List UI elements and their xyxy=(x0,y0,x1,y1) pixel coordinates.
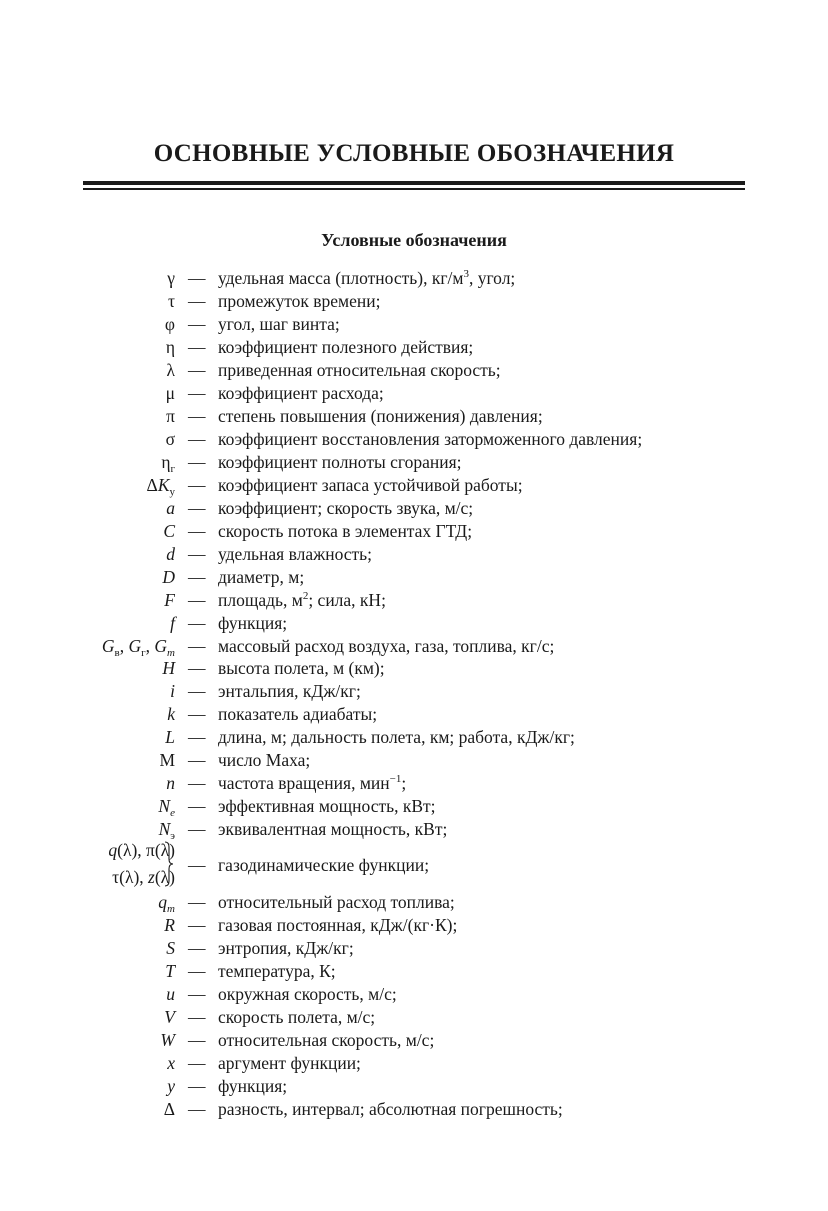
separator-dash: — xyxy=(188,796,206,817)
symbol-notation: $N_э$ xyxy=(158,819,175,843)
separator-dash: — xyxy=(188,681,206,702)
symbol-notation: n xyxy=(166,773,175,794)
symbol-row xyxy=(0,590,828,613)
symbol-notation: Δ xyxy=(163,1098,175,1119)
symbol-row xyxy=(0,796,828,819)
separator-dash: — xyxy=(188,497,206,518)
symbol-notation: T xyxy=(165,961,175,982)
symbol-notation: a xyxy=(166,497,175,518)
symbol-notation: R xyxy=(164,915,175,936)
symbol-description: функция; xyxy=(218,612,288,633)
separator-dash: — xyxy=(188,382,206,403)
symbol-description: коэффициент расхода; xyxy=(218,382,384,403)
separator-dash: — xyxy=(188,961,206,982)
symbol-list xyxy=(0,268,828,1122)
symbol-description: площадь, $м^2$; сила, кН; xyxy=(218,589,386,610)
symbol-notation: $\Delta K_у$ xyxy=(146,474,175,498)
separator-dash: — xyxy=(188,984,206,1005)
symbol-description: степень повышения (понижения) давления; xyxy=(218,405,543,426)
symbol-notation: $\eta_г$ xyxy=(161,451,175,475)
symbol-description: коэффициент восстановления заторможенного давления; xyxy=(218,428,643,449)
symbol-notation: $q_m$ xyxy=(158,892,175,916)
symbol-notation: k xyxy=(167,704,175,725)
symbol-description: температура, К; xyxy=(218,961,336,982)
section-subtitle: Условные обозначения xyxy=(321,230,507,250)
symbol-description: энтальпия, кДж/кг; xyxy=(218,681,361,702)
separator-dash: — xyxy=(188,704,206,725)
symbol-notation: λ xyxy=(166,359,175,380)
separator-dash: — xyxy=(188,750,206,771)
symbol-description: газовая постоянная, кДж/(кг·К); xyxy=(218,915,458,936)
symbol-description: разность, интервал; абсолютная погрешность; xyxy=(218,1098,563,1119)
symbol-row xyxy=(0,892,828,915)
separator-dash: — xyxy=(188,313,206,334)
separator-dash: — xyxy=(188,635,206,656)
symbol-row xyxy=(0,681,828,704)
separator-dash: — xyxy=(188,727,206,748)
symbol-description: длина, м; дальность полета, км; работа, кДж/кг; xyxy=(218,727,575,748)
symbol-notation: L xyxy=(165,727,175,748)
symbol-description: эффективная мощность, кВт; xyxy=(218,796,436,817)
symbol-description: скорость потока в элементах ГТД; xyxy=(218,520,473,541)
symbol-description: коэффициент полноты сгорания; xyxy=(218,451,462,472)
symbol-row xyxy=(0,1053,828,1076)
symbol-row xyxy=(0,475,828,498)
symbol-description: частота вращения, мин$^{-1}$; xyxy=(218,773,407,794)
symbol-notation: d xyxy=(166,543,175,564)
symbol-notation: $G_в$, $G_г$, $G_m$ xyxy=(101,635,175,659)
symbol-description: газодинамические функции; xyxy=(218,855,430,876)
separator-dash: — xyxy=(188,405,206,426)
symbol-row xyxy=(0,429,828,452)
symbol-description: удельная влажность; xyxy=(218,543,373,564)
symbol-notation: σ xyxy=(165,428,175,449)
symbol-row xyxy=(0,915,828,938)
symbol-notation: H xyxy=(162,658,175,679)
symbol-description: промежуток времени; xyxy=(218,290,381,311)
separator-dash: — xyxy=(188,520,206,541)
separator-dash: — xyxy=(188,566,206,587)
separator-dash: — xyxy=(188,589,206,610)
symbol-row xyxy=(0,383,828,406)
symbol-description: массовый расход воздуха, газа, топлива, кг/с; xyxy=(218,635,555,656)
symbol-row xyxy=(0,938,828,961)
symbol-notation: x xyxy=(167,1053,175,1073)
symbol-description: относительный расход топлива; xyxy=(218,892,455,913)
separator-dash: — xyxy=(188,1007,206,1028)
symbol-description: высота полета, м (км); xyxy=(218,658,385,679)
symbol-notation: F xyxy=(164,589,175,610)
separator-dash: — xyxy=(188,290,206,311)
symbol-notation: f xyxy=(170,612,175,633)
separator-dash: — xyxy=(188,359,206,380)
separator-dash: — xyxy=(188,451,206,472)
symbol-row xyxy=(0,314,828,337)
title-rule-thick xyxy=(83,181,745,185)
symbol-row xyxy=(0,984,828,1007)
symbol-notation: τ xyxy=(167,290,175,311)
symbol-notation: y xyxy=(167,1075,175,1096)
title-rule-thin xyxy=(83,188,745,190)
symbol-row xyxy=(0,544,828,567)
symbol-notation: μ xyxy=(165,382,175,403)
symbol-row xyxy=(0,360,828,383)
separator-dash: — xyxy=(188,938,206,959)
symbol-row xyxy=(0,337,828,360)
symbol-row xyxy=(0,961,828,984)
symbol-row xyxy=(0,521,828,544)
symbol-description: число Маха; xyxy=(218,750,311,771)
symbol-row xyxy=(0,1076,828,1099)
symbol-row xyxy=(0,268,828,291)
separator-dash: — xyxy=(188,474,206,495)
symbol-notation: i xyxy=(170,681,175,702)
symbol-notation: q(λ), π(λ) τ(λ), z(λ) xyxy=(108,840,175,888)
separator-dash: — xyxy=(188,773,206,794)
symbol-description: угол, шаг винта; xyxy=(218,313,340,334)
symbol-description: функция; xyxy=(218,1075,288,1096)
symbol-description: скорость полета, м/с; xyxy=(218,1007,376,1028)
symbol-notation: S xyxy=(166,938,175,959)
symbol-description: окружная скорость, м/с; xyxy=(218,984,397,1005)
symbol-description: удельная масса (плотность), $кг/м^3$, угол; xyxy=(218,268,516,288)
symbol-row xyxy=(0,773,828,796)
separator-dash: — xyxy=(188,892,206,913)
symbol-row xyxy=(0,704,828,727)
symbol-row xyxy=(0,750,828,773)
symbol-description: эквивалентная мощность, кВт; xyxy=(218,819,448,840)
separator-dash: — xyxy=(188,1030,206,1051)
separator-dash: — xyxy=(188,915,206,936)
symbol-notation: π xyxy=(166,405,175,426)
symbol-notation: η xyxy=(165,336,175,357)
symbol-row xyxy=(0,613,828,636)
symbol-row xyxy=(0,727,828,750)
symbol-notation: C xyxy=(163,520,175,541)
symbol-row xyxy=(0,1099,828,1122)
separator-dash: — xyxy=(188,1098,206,1119)
symbol-notation: u xyxy=(166,984,175,1005)
symbol-notation: M xyxy=(159,750,175,771)
symbol-notation: γ xyxy=(167,268,175,288)
symbol-notation: W xyxy=(160,1030,175,1051)
symbol-row xyxy=(0,636,828,659)
symbol-row xyxy=(0,452,828,475)
symbol-description: аргумент функции; xyxy=(218,1053,361,1073)
symbol-notation: φ xyxy=(164,313,175,334)
symbol-row xyxy=(0,1007,828,1030)
symbol-description: коэффициент полезного действия; xyxy=(218,336,474,357)
symbol-description: относительная скорость, м/с; xyxy=(218,1030,435,1051)
symbol-description: показатель адиабаты; xyxy=(218,704,378,725)
symbol-row xyxy=(0,658,828,681)
symbol-description: приведенная относительная скорость; xyxy=(218,359,501,380)
symbol-notation: D xyxy=(162,566,175,587)
page-title: ОСНОВНЫЕ УСЛОВНЫЕ ОБОЗНАЧЕНИЯ xyxy=(153,140,675,167)
separator-dash: — xyxy=(188,543,206,564)
symbol-row xyxy=(0,406,828,429)
symbol-notation: $N_e$ xyxy=(158,796,175,820)
symbol-row xyxy=(0,567,828,590)
separator-dash: — xyxy=(188,1075,206,1096)
symbol-row xyxy=(0,498,828,521)
symbol-description: коэффициент; скорость звука, м/с; xyxy=(218,497,474,518)
separator-dash: — xyxy=(188,268,206,288)
separator-dash: — xyxy=(188,819,206,840)
symbol-row xyxy=(0,291,828,314)
separator-dash: — xyxy=(188,855,206,876)
separator-dash: — xyxy=(188,336,206,357)
symbol-notation: V xyxy=(164,1007,175,1028)
symbol-description: коэффициент запаса устойчивой работы; xyxy=(218,474,523,495)
separator-dash: — xyxy=(188,428,206,449)
symbol-row xyxy=(0,1030,828,1053)
symbol-description: диаметр, м; xyxy=(218,566,305,587)
separator-dash: — xyxy=(188,612,206,633)
symbol-row xyxy=(0,842,828,892)
separator-dash: — xyxy=(188,658,206,679)
separator-dash: — xyxy=(188,1053,206,1073)
symbol-description: энтропия, кДж/кг; xyxy=(218,938,354,959)
